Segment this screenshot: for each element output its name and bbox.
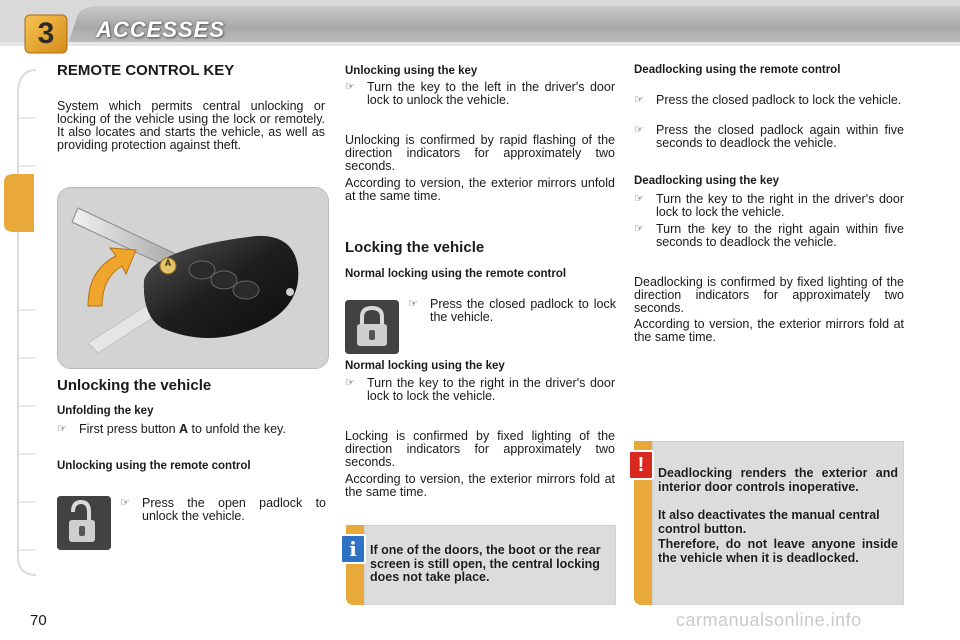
heading-locking-vehicle: Locking the vehicle [345, 239, 485, 256]
intro-paragraph: System which permits central unlocking or locking of the vehicle using the lock or remotely. It also locates and starts the vehicle, as well as providing protection against theft. [57, 99, 325, 152]
deadlock-mirrors-text: According to version, the exterior mirrors fold at the same time. [634, 317, 904, 344]
key-unlock-text: Turn the key to the left in the driver's door lock to unlock the vehicle. [367, 80, 615, 107]
bullet-unfolding [57, 423, 325, 436]
closed-padlock-icon [345, 300, 399, 354]
bullet-deadlock-remote-1 [634, 94, 904, 107]
unfolding-button-letter: A [179, 422, 189, 436]
pointing-hand-icon: ☞ [57, 423, 67, 435]
warning-icon: ! [628, 450, 654, 480]
unfolding-text-2: to unfold the key. [188, 422, 286, 436]
lock-confirm-text: Locking is confirmed by fixed lighting of the direction indicators for approximately two seconds. [345, 429, 615, 469]
bullet-normal-remote [408, 298, 616, 324]
pointing-hand-icon: ☞ [345, 377, 355, 389]
bullet-remote-unlock [120, 497, 326, 523]
open-padlock-icon [57, 496, 111, 550]
normal-key-text: Turn the key to the right in the driver's door lock to lock the vehicle. [367, 376, 615, 403]
heading-deadlock-remote: Deadlocking using the remote control [634, 64, 841, 76]
chapter-title: ACCESSES [96, 17, 226, 42]
remote-unlock-text: Press the open padlock to unlock the vehicle. [142, 496, 326, 523]
deadlock-remote-2-text: Press the closed padlock again within five seconds to deadlock the vehicle. [656, 123, 904, 150]
pointing-hand-icon: ☞ [120, 497, 130, 509]
heading-unlocking-vehicle: Unlocking the vehicle [57, 377, 212, 394]
heading-unfolding-key: Unfolding the key [57, 405, 154, 417]
heading-key-unlock: Unlocking using the key [345, 65, 478, 77]
unfolding-text-1: First press button [79, 422, 180, 436]
info-icon: i [340, 534, 366, 564]
warning-text-1: Deadlocking renders the exterior and interior door controls inoperative. [658, 466, 898, 494]
watermark: carmanualsonline.info [676, 610, 862, 630]
deadlock-key-2-text: Turn the key to the right again within five seconds to deadlock the vehicle. [656, 222, 904, 249]
pointing-hand-icon: ☞ [634, 223, 644, 235]
deadlock-remote-1-text: Press the closed padlock to lock the vehicle. [656, 93, 902, 107]
normal-remote-text: Press the closed padlock to lock the vehicle. [430, 297, 616, 324]
pointing-hand-icon: ☞ [345, 81, 355, 93]
pointing-hand-icon: ☞ [408, 298, 418, 310]
chapter-number: 3 [37, 17, 55, 50]
heading-normal-remote: Normal locking using the remote control [345, 268, 567, 280]
side-tabs [0, 60, 40, 580]
bullet-key-unlock [345, 81, 615, 107]
bullet-deadlock-key-1 [634, 193, 904, 219]
pointing-hand-icon: ☞ [634, 94, 644, 106]
warning-text-3: Therefore, do not leave anyone inside the vehicle when it is deadlocked. [658, 537, 898, 565]
deadlock-key-1-text: Turn the key to the right in the driver's door lock to lock the vehicle. [656, 192, 904, 219]
lock-mirrors-text: According to version, the exterior mirrors fold at the same time. [345, 472, 615, 499]
pointing-hand-icon: ☞ [634, 124, 644, 136]
info-text: If one of the doors, the boot or the rear screen is still open, the central locking does not take place. [370, 543, 601, 584]
bullet-normal-key [345, 377, 615, 403]
bullet-deadlock-key-2 [634, 223, 904, 249]
button-a-label: A [164, 258, 172, 268]
remote-key-image [57, 187, 329, 369]
deadlock-confirm-text: Deadlocking is confirmed by fixed lighting of the direction indicators for approximately two seconds. [634, 275, 904, 315]
heading-normal-key: Normal locking using the key [345, 360, 505, 372]
heading-deadlock-key: Deadlocking using the key [634, 175, 780, 187]
unlock-confirm-text: Unlocking is confirmed by rapid flashing of the direction indicators for approximately two seconds. [345, 133, 615, 173]
page-number: 70 [30, 612, 47, 629]
warning-text-2: It also deactivates the manual central control button. [658, 508, 880, 536]
bullet-deadlock-remote-2 [634, 124, 904, 150]
section-title-remote-key: REMOTE CONTROL KEY [57, 62, 235, 79]
unlock-mirrors-text: According to version, the exterior mirrors unfold at the same time. [345, 176, 615, 203]
pointing-hand-icon: ☞ [634, 193, 644, 205]
heading-remote-unlock: Unlocking using the remote control [57, 460, 251, 472]
